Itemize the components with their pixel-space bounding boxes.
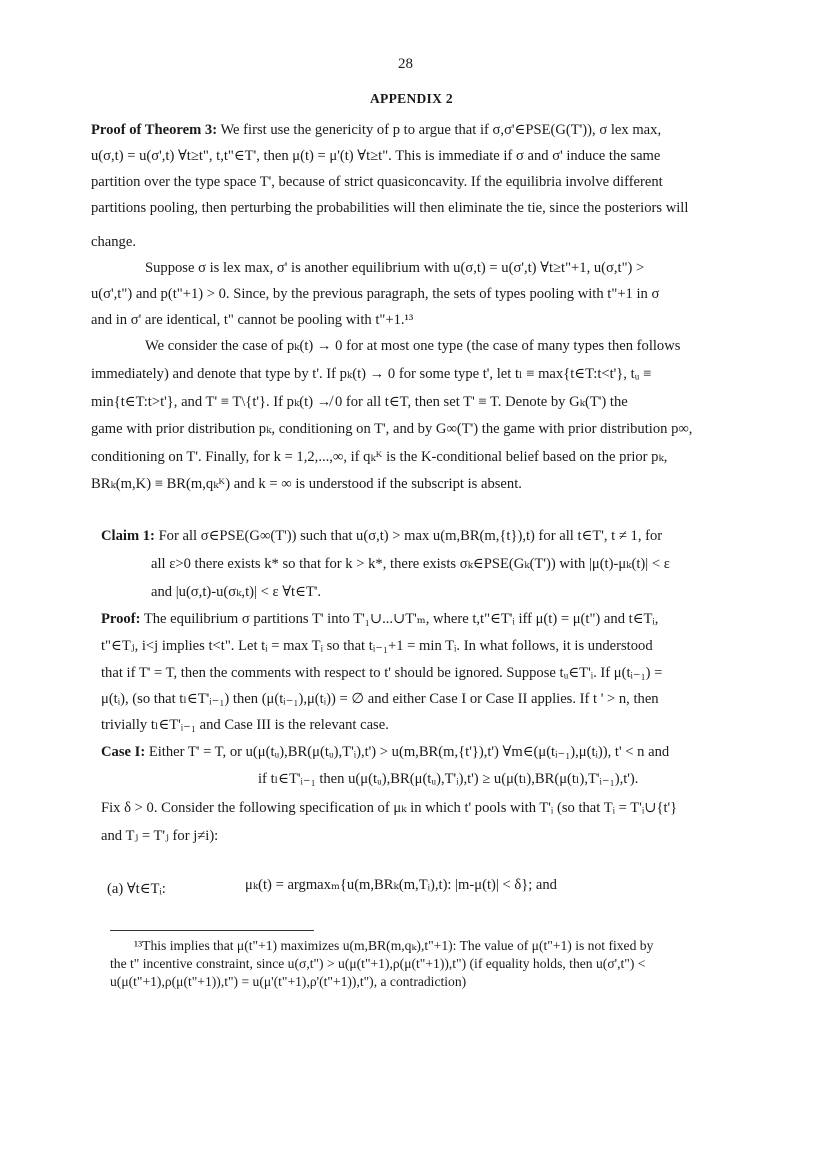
text-line: immediately) and denote that type by t'. If pₖ(t) → 0 for some type t', let tₗ ≡ max{t∈T:t<t'}, tᵤ ≡ — [91, 366, 652, 382]
text-line: We consider the case of pₖ(t) → 0 for at most one type (the case of many types then follows — [145, 338, 681, 354]
claim-lead: Claim 1: — [101, 528, 155, 544]
text-line: game with prior distribution pₖ, conditioning on T', and by G∞(T') the game with prior distribution p∞, — [91, 421, 693, 437]
footnote-rule — [110, 930, 314, 931]
text-line: all ε>0 there exists k* so that for k > k*, there exists σₖ∈PSE(Gₖ(T')) with |μ(t)-μₖ(t)| < ε — [151, 556, 670, 572]
text-line — [101, 743, 669, 761]
text-line: and |u(σ,t)-u(σₖ,t)| < ε ∀t∈T'. — [151, 584, 322, 600]
case-lead: Case I: — [101, 744, 146, 760]
text-line: partition over the type space T', because of strict quasiconcavity. If the equilibria involve different — [91, 174, 663, 190]
text-line: (a) ∀t∈Tᵢ: — [107, 881, 166, 897]
proof-lead: Proof: — [101, 611, 141, 627]
text-line: if tₗ∈T'ᵢ₋₁ then u(μ(tᵤ),BR(μ(tᵤ),T'ᵢ),t') ≥ u(μ(tₗ),BR(μ(tₗ),T'ᵢ₋₁),t'). — [258, 771, 639, 787]
proof-theorem-lead: Proof of Theorem 3: — [91, 122, 218, 138]
text-line: trivially tₗ∈T'ᵢ₋₁ and Case III is the relevant case. — [101, 717, 389, 733]
page-number: 28 — [398, 56, 413, 72]
text-line — [91, 121, 661, 139]
text-line: change. — [91, 234, 136, 250]
text-line: Fix δ > 0. Consider the following specification of μₖ in which t' pools with T'ᵢ (so that Tᵢ = T'ᵢ∪{t'} — [101, 800, 678, 816]
text-line: t"∈Tⱼ, i<j implies t<t". Let tᵢ = max Tᵢ so that tᵢ₋₁+1 = min Tᵢ. In what follows, it is understood — [101, 638, 653, 654]
text-line: μ(tᵢ), (so that tₗ∈T'ᵢ₋₁) then (μ(tᵢ₋₁),μ(tᵢ)) = ∅ and either Case I or Case II applies. If t ' > n, then — [101, 691, 659, 707]
text-line: and Tⱼ = T'ⱼ for j≠i): — [101, 828, 219, 844]
text-line: BRₖ(m,K) ≡ BR(m,qₖᴷ) and k = ∞ is understood if the subscript is absent. — [91, 476, 522, 492]
text-line: Suppose σ is lex max, σ' is another equilibrium with u(σ,t) = u(σ',t) ∀t≥t"+1, u(σ,t") > — [145, 260, 645, 276]
text-line: that if T' = T, then the comments with respect to t' should be ignored. Suppose tᵤ∈T'ᵢ. If μ(tᵢ₋₁) = — [101, 665, 663, 681]
text-line — [101, 527, 662, 545]
line-text: Either T' = T, or u(μ(tᵤ),BR(μ(tᵤ),T'ᵢ),t') > u(m,BR(m,{t'}),t') ∀m∈(μ(tᵢ₋₁),μ(tᵢ)), t' < n and — [145, 744, 670, 760]
text-line: μₖ(t) = argmaxₘ{u(m,BRₖ(m,Tᵢ),t): |m-μ(t)| < δ}; and — [245, 877, 557, 893]
text-line: u(σ,t) = u(σ',t) ∀t≥t", t,t"∈T', then μ(t) = μ'(t) ∀t≥t". This is immediate if σ and σ' induce the same — [91, 148, 661, 164]
line-text: The equilibrium σ partitions T' into T'₁∪...∪T'ₘ, where t,t"∈T'ᵢ iff μ(t) = μ(t") and t∈Tᵢ, — [140, 611, 659, 627]
footnote-line: ¹³This implies that μ(t"+1) maximizes u(m,BR(m,qₖ),t"+1): The value of μ(t"+1) is not fixed by — [134, 938, 654, 953]
appendix-heading: APPENDIX 2 — [370, 91, 453, 106]
text-line: u(σ',t") and p(t"+1) > 0. Since, by the previous paragraph, the sets of types pooling with t"+1 in σ — [91, 286, 660, 302]
text-line: min{t∈T:t>t'}, and T' ≡ T\{t'}. If pₖ(t) ↛ 0 for all t∈T, then set T' ≡ T. Denote by Gₖ(T') the — [91, 394, 628, 410]
line-text: For all σ∈PSE(G∞(T')) such that u(σ,t) > max u(m,BR(m,{t}),t) for all t∈T', t ≠ 1, for — [154, 528, 663, 544]
text-line: partitions pooling, then perturbing the probabilities will then eliminate the tie, since the posteriors will — [91, 200, 689, 216]
text-line: and in σ' are identical, t" cannot be pooling with t"+1.¹³ — [91, 312, 414, 328]
text-line: conditioning on T'. Finally, for k = 1,2,...,∞, if qₖᴷ is the K-conditional belief based on the prior pₖ, — [91, 449, 668, 465]
line-text: We first use the genericity of p to argue that if σ,σ'∈PSE(G(T')), σ lex max, — [217, 122, 662, 138]
footnote-line: u(μ(t"+1),ρ(μ(t"+1)),t") = u(μ'(t"+1),ρ'(t"+1)),t"), a contradiction) — [110, 974, 467, 989]
text-line — [101, 610, 658, 628]
footnote-line: the t" incentive constraint, since u(σ,t") > u(μ(t"+1),ρ(μ(t"+1)),t") (if equality holds, then u(σ',t") < — [110, 956, 646, 971]
